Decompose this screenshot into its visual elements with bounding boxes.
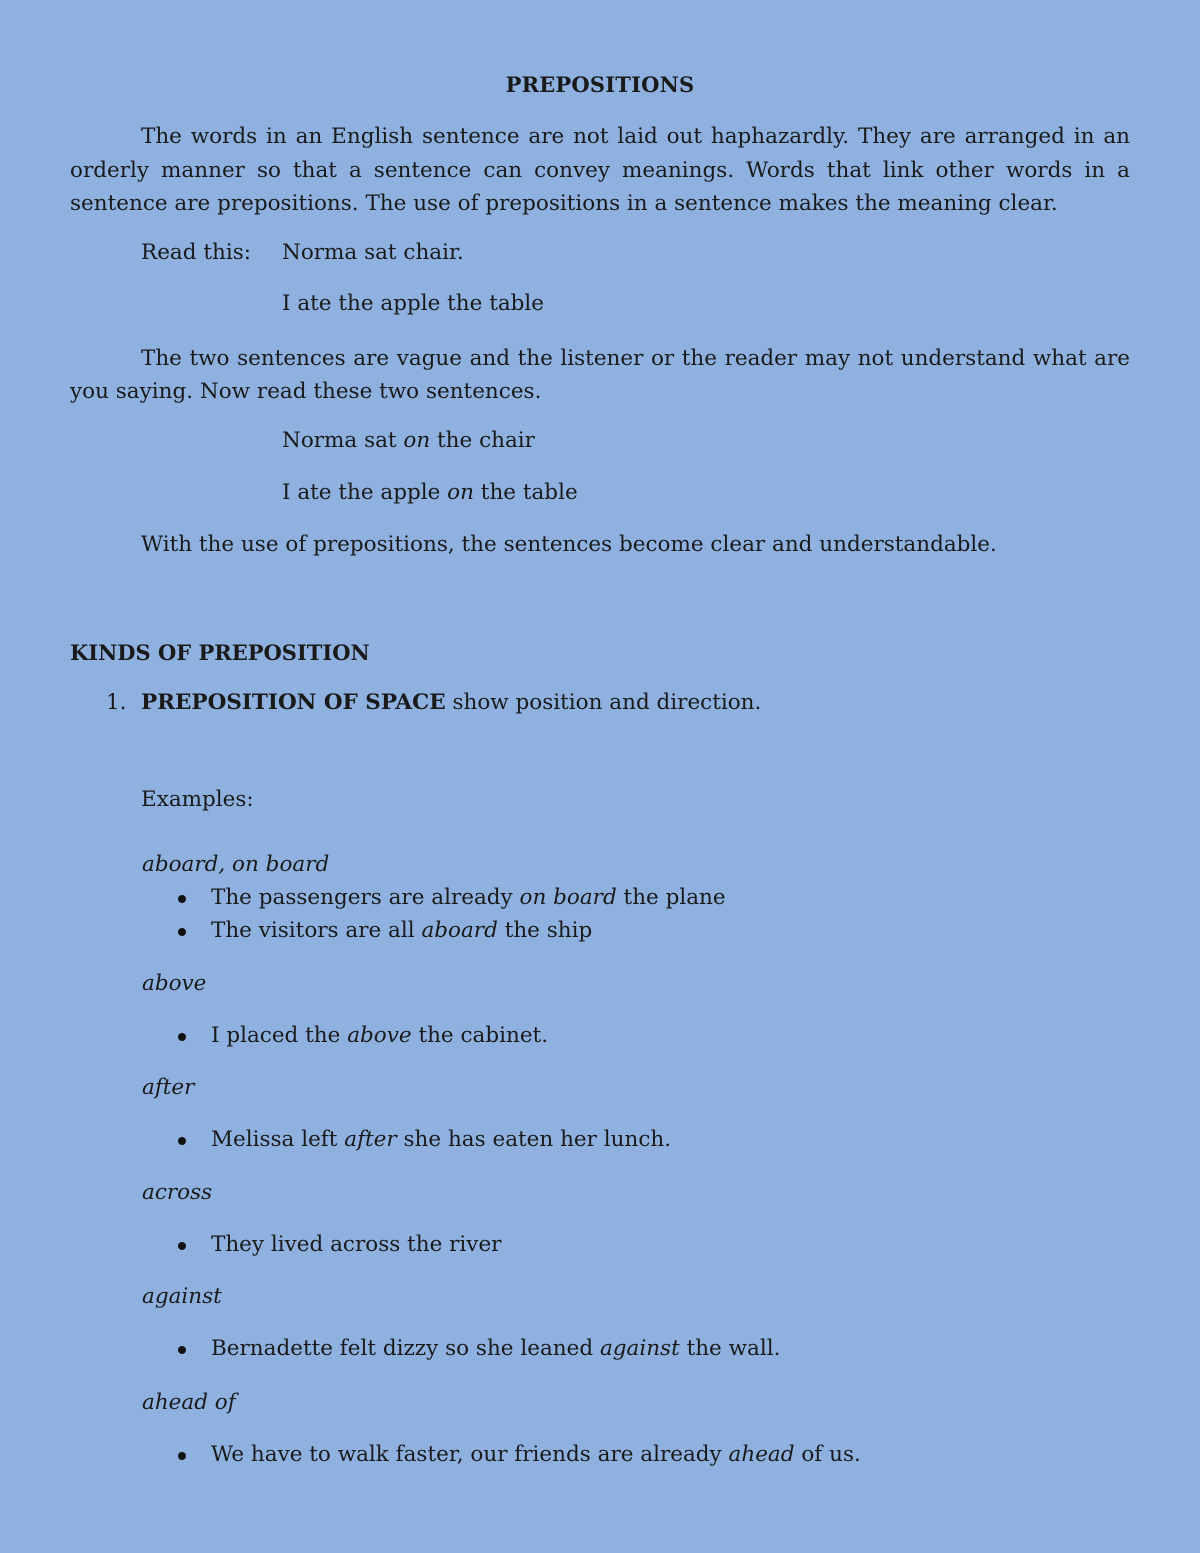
example-sentence bbox=[211, 1023, 548, 1048]
preposition-word: above bbox=[347, 1023, 412, 1048]
sentence-text: the table bbox=[473, 480, 578, 505]
intro-paragraph: The words in an English sentence are not laid out haphazardly. They are arranged in an orderly manner so that a sentence can convey meanings. Words that link other words in a sentence are prepositions. The use of prepositions in a sentence makes the meaning clear. bbox=[70, 124, 1130, 216]
sentence-text: the cabinet. bbox=[411, 1023, 549, 1048]
list-item bbox=[141, 690, 761, 715]
list-item-heading: PREPOSITION OF SPACE bbox=[141, 690, 446, 715]
bullet-icon bbox=[178, 1346, 186, 1354]
explanation-paragraph: The two sentences are vague and the listener or the reader may not understand what are you saying. Now read these two sentences. bbox=[70, 346, 1130, 404]
preposition-word: on bbox=[447, 480, 474, 505]
preposition-word: ahead bbox=[728, 1442, 795, 1467]
bullet-icon bbox=[178, 1452, 186, 1460]
bullet-icon bbox=[178, 1137, 186, 1145]
page-title: PREPOSITIONS bbox=[505, 72, 695, 97]
example-term: against bbox=[142, 1284, 222, 1309]
example-sentence bbox=[211, 918, 592, 943]
bullet-icon bbox=[178, 928, 186, 936]
conclusion-sentence: With the use of prepositions, the sentences become clear and understandable. bbox=[141, 532, 997, 557]
list-number: 1. bbox=[106, 690, 127, 715]
preposition-word: on bbox=[403, 428, 431, 453]
example-sentence bbox=[211, 1336, 780, 1361]
sentence-text: the ship bbox=[497, 918, 593, 943]
preposition-word: on board bbox=[519, 885, 617, 910]
sentence-text: she has eaten her lunch. bbox=[396, 1127, 672, 1152]
corrected-sentence-1 bbox=[282, 428, 535, 453]
example-sentence bbox=[211, 885, 726, 910]
sentence-text: the plane bbox=[616, 885, 726, 910]
example-term: above bbox=[142, 971, 207, 996]
preposition-word: against bbox=[599, 1336, 680, 1361]
example-term: ahead of bbox=[142, 1390, 236, 1415]
sentence-text: They lived across the river bbox=[211, 1232, 502, 1257]
sentence-text: of us. bbox=[794, 1442, 861, 1467]
sentence-text: Melissa left bbox=[211, 1127, 345, 1152]
preposition-word: aboard bbox=[421, 918, 498, 943]
examples-label: Examples: bbox=[141, 787, 254, 812]
sentence-text: I ate the apple bbox=[282, 480, 448, 505]
read-this-label: Read this: bbox=[141, 240, 251, 265]
example-sentence bbox=[211, 1442, 861, 1467]
example-sentence bbox=[211, 1127, 671, 1152]
sentence-text: the wall. bbox=[679, 1336, 781, 1361]
vague-sentence-1: Norma sat chair. bbox=[282, 240, 464, 265]
bullet-icon bbox=[178, 895, 186, 903]
sentence-text: Bernadette felt dizzy so she leaned bbox=[211, 1336, 600, 1361]
preposition-word: after bbox=[344, 1127, 397, 1152]
example-term: aboard, on board bbox=[142, 852, 330, 877]
example-sentence bbox=[211, 1232, 501, 1257]
example-term: after bbox=[142, 1075, 195, 1100]
example-term: across bbox=[142, 1180, 213, 1205]
sentence-text: We have to walk faster, our friends are already bbox=[211, 1442, 729, 1467]
bullet-icon bbox=[178, 1033, 186, 1041]
section-heading: KINDS OF PREPOSITION bbox=[70, 640, 370, 665]
sentence-text: The passengers are already bbox=[211, 885, 520, 910]
corrected-sentence-2 bbox=[282, 480, 578, 505]
vague-sentence-2: I ate the apple the table bbox=[282, 291, 545, 316]
sentence-text: the chair bbox=[430, 428, 535, 453]
sentence-text: I placed the bbox=[211, 1023, 348, 1048]
sentence-text: The visitors are all bbox=[211, 918, 422, 943]
bullet-icon bbox=[178, 1242, 186, 1250]
sentence-text: Norma sat bbox=[282, 428, 404, 453]
list-item-description: show position and direction. bbox=[445, 690, 762, 715]
